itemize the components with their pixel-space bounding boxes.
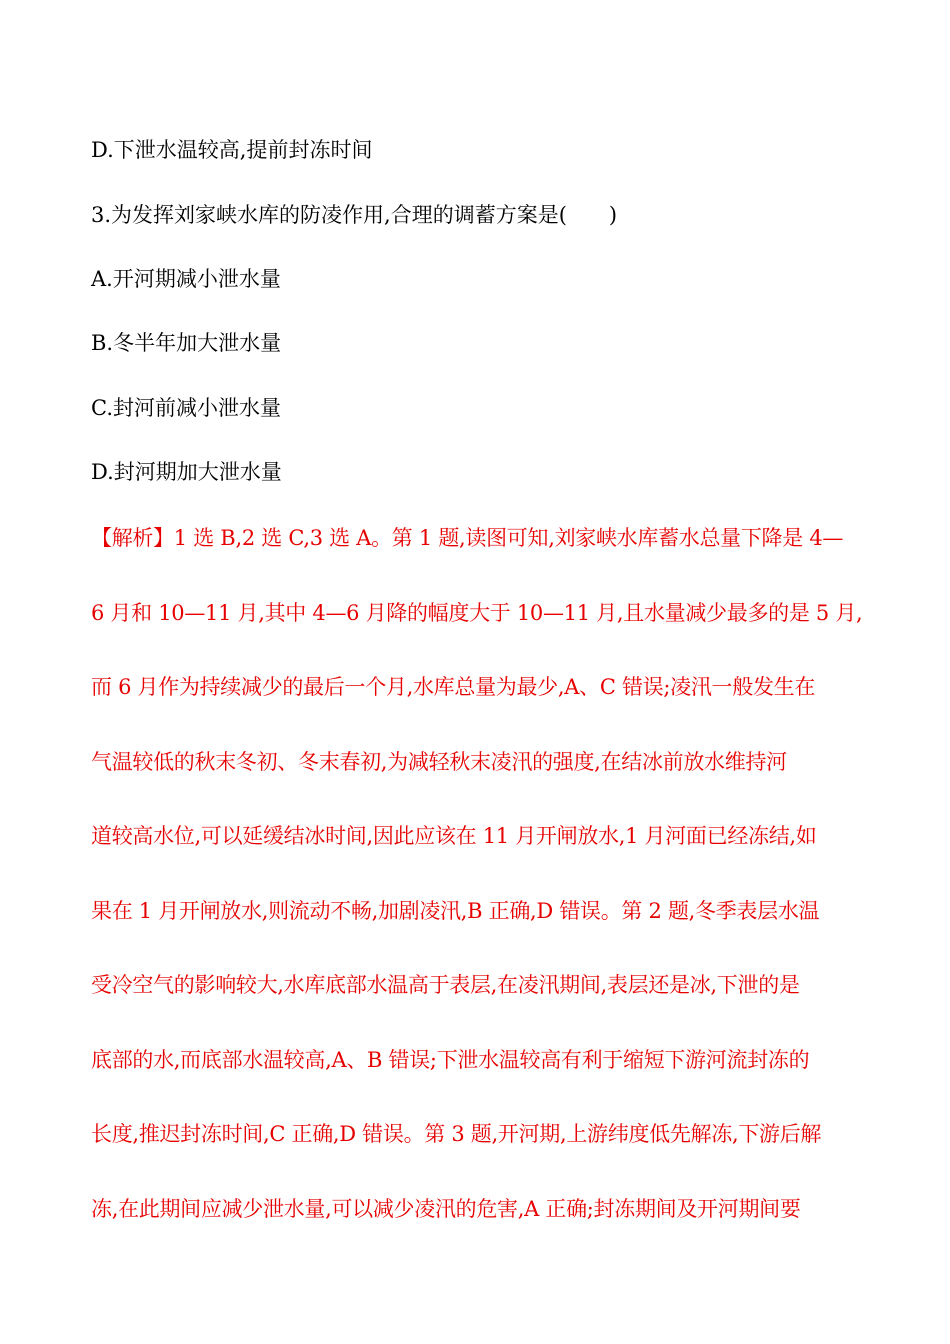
q2-option-d: D.下泄水温较高,提前封冻时间 [91, 138, 373, 162]
q3-stem: 3.为发挥刘家峡水库的防凌作用,合理的调蓄方案是( ) [91, 203, 618, 227]
analysis-line: 道较高水位,可以延缓结冰时间,因此应该在 11 月开闸放水,1 月河面已经冻结,如 [91, 824, 817, 848]
analysis-line: 6 月和 10—11 月,其中 4—6 月降的幅度大于 10—11 月,且水量减少最多的是 5 月, [91, 600, 863, 625]
analysis-line: 受冷空气的影响较大,水库底部水温高于表层,在凌汛期间,表层还是冰,下泄的是 [91, 973, 800, 997]
analysis-line: 长度,推迟封冻时间,C 正确,D 错误。第 3 题,开河期,上游纬度低先解冻,下游后解 [91, 1122, 822, 1146]
analysis-line: 冻,在此期间应减少泄水量,可以减少凌汛的危害,A 正确;封冻期间及开河期间要 [91, 1196, 801, 1221]
q3-option-c: C.封河前减小泄水量 [91, 396, 281, 420]
analysis-line: 而 6 月作为持续减少的最后一个月,水库总量为最少,A、C 错误;凌汛一般发生在 [91, 675, 816, 699]
analysis-line: 底部的水,而底部水温较高,A、B 错误;下泄水温较高有利于缩短下游河流封冻的 [91, 1047, 810, 1072]
q3-option-b: B.冬半年加大泄水量 [91, 331, 282, 355]
analysis-block [91, 518, 866, 1263]
analysis-line: 气温较低的秋末冬初、冬末春初,为减轻秋末凌汛的强度,在结冰前放水维持河 [91, 749, 787, 774]
q3-option-a: A.开河期减小泄水量 [91, 267, 281, 291]
analysis-line: 【解析】1 选 B,2 选 C,3 选 A。第 1 题,读图可知,刘家峡水库蓄水总量下降是 4— [91, 526, 844, 550]
q3-option-d: D.封河期加大泄水量 [91, 460, 282, 484]
analysis-line: 果在 1 月开闸放水,则流动不畅,加剧凌汛,B 正确,D 错误。第 2 题,冬季表层水温 [91, 898, 820, 923]
